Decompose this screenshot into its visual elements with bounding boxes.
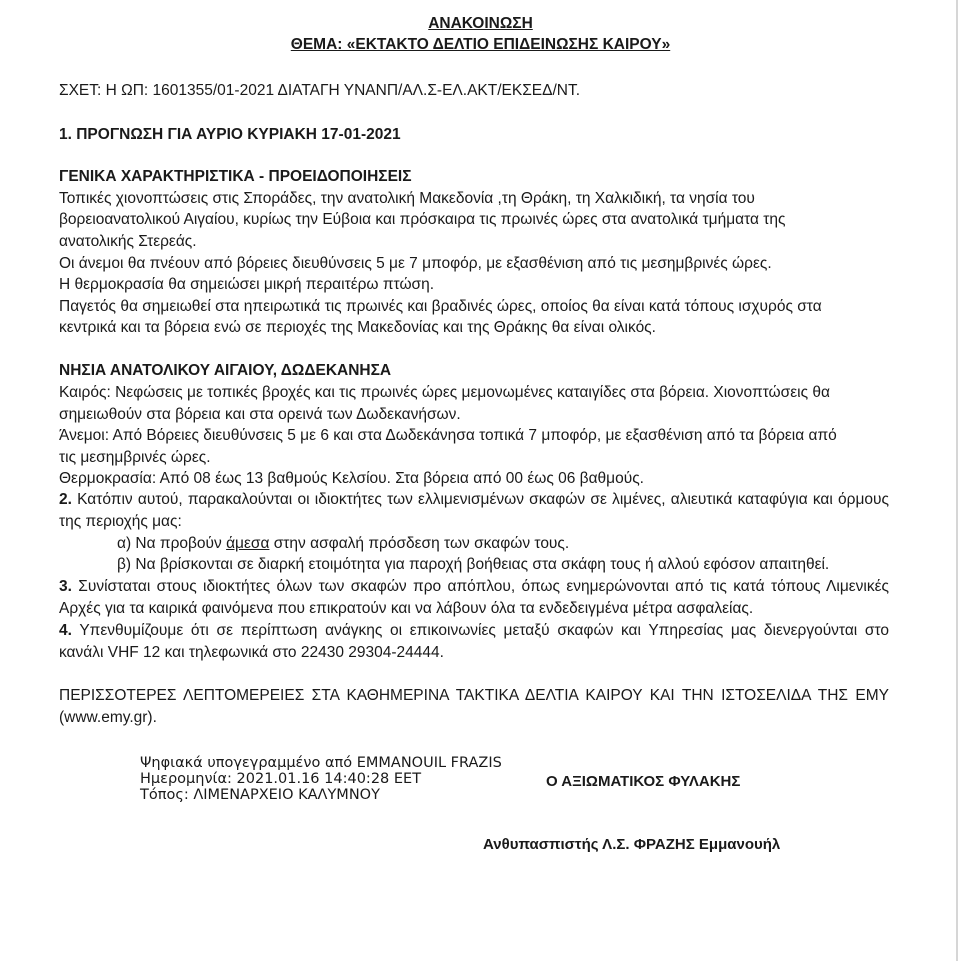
digital-signature-date: Ημερομηνία: 2021.01.16 14:40:28 EET [140,771,422,787]
page-edge-line [956,0,958,961]
general-line: βορειοανατολικού Αιγαίου, κυρίως την Εύβοια και πρόσκαιρα τις πρωινές ώρες στα ανατολικά τμήματα της [59,211,786,228]
islands-line: Θερμοκρασία: Από 08 έως 13 βαθμούς Κελσίου. Στα βόρεια από 00 έως 06 βαθμούς. [59,470,644,487]
general-line: Η θερμοκρασία θα σημειώσει μικρή περαιτέρω πτώση. [59,276,435,293]
footer-note: ΠΕΡΙΣΣΟΤΕΡΕΣ ΛΕΠΤΟΜΕΡΕΙΕΣ ΣΤΑ ΚΑΘΗΜΕΡΙΝΑ ΤΑΚΤΙΚΑ ΔΕΛΤΙΑ ΚΑΙΡΟΥ ΚΑΙ ΤΗΝ ΙΣΤΟΣΕΛΙΔΑ ΤΗΣ ΕΜΥ (www.emy.gr). [59,687,889,726]
islands-heading: ΝΗΣΙΑ ΑΝΑΤΟΛΙΚΟΥ ΑΙΓΑΙΟΥ, ΔΩΔΕΚΑΝΗΣΑ [59,362,392,379]
reference-line: ΣΧΕΤ: Η ΩΠ: 1601355/01-2021 ΔΙΑΤΑΓΗ ΥΝΑΝΠ/ΑΛ.Σ-ΕΛ.ΑΚΤ/ΕΚΣΕΔ/ΝΤ. [59,82,581,99]
islands-line: τις μεσημβρινές ώρες. [59,449,211,466]
section-2-number: 2. [59,491,72,508]
officer-title: Ο ΑΞΙΩΜΑΤΙΚΟΣ ΦΥΛΑΚΗΣ [546,773,741,790]
general-line: κεντρικά και τα βόρεια ενώ σε περιοχές της Μακεδονίας και της Θράκης θα είναι ολικός. [59,319,656,336]
islands-line: Καιρός: Νεφώσεις με τοπικές βροχές και τις πρωινές ώρες μεμονωμένες καταιγίδες στα βόρεια. Χιονοπτώσεις θα [59,384,830,401]
section-2-item-b: β) Να βρίσκονται σε διαρκή ετοιμότητα για παροχή βοήθειας στα σκάφη τους ή αλλού εφόσον απαιτηθεί. [117,556,830,573]
section-4-paragraph [59,620,889,663]
document-title: ΑΝΑΚΟΙΝΩΣΗ [428,15,533,32]
general-line: Παγετός θα σημειωθεί στα ηπειρωτικά τις πρωινές και βραδινές ώρες, οποίος θα είναι κατά τόπους ισχυρός στα [59,298,822,315]
section-4-number: 4. [59,622,72,639]
officer-name: Ανθυπασπιστής Λ.Σ. ΦΡΑΖΗΣ Εμμανουήλ [483,836,781,853]
item-a-emphasis: άμεσα [226,535,270,552]
digital-signature-signer: Ψηφιακά υπογεγραμμένο από EMMANOUIL FRAZIS [140,755,502,771]
islands-line: σημειωθούν στα βόρεια και στα ορεινά των Δωδεκανήσων. [59,406,461,423]
item-a-suffix: στην ασφαλή πρόσδεση των σκαφών τους. [269,535,570,552]
section-3-number: 3. [59,578,72,595]
document-subject: ΘΕΜΑ: «ΕΚΤΑΚΤΟ ΔΕΛΤΙΟ ΕΠΙΔΕΙΝΩΣΗΣ ΚΑΙΡΟΥ» [290,36,671,53]
section-2-item-a [117,535,569,553]
section-4-text: Υπενθυμίζουμε ότι σε περίπτωση ανάγκης οι επικοινωνίες μεταξύ σκαφών και Υπηρεσίας μας διενεργούνται στο κανάλι VHF 12 και τηλεφωνικά στο 22430 29304-24444. [59,622,889,661]
section-3-paragraph [59,576,889,619]
islands-line: Άνεμοι: Από Βόρειες διευθύνσεις 5 με 6 και στα Δωδεκάνησα τοπικά 7 μποφόρ, με εξασθένιση από τα βόρεια από [59,427,837,444]
section-3-text: Συνίσταται στους ιδιοκτήτες όλων των σκαφών προ απόπλου, όπως ενημερώνονται από τις κατά τόπους Λιμενικές Αρχές για τα καιρικά φαινόμενα που επικρατούν και να λάβουν όλα τα ενδεδειγμένα μέτρα ασφαλείας. [59,578,889,617]
general-heading: ΓΕΝΙΚΑ ΧΑΡΑΚΤΗΡΙΣΤΙΚΑ - ΠΡΟΕΙΔΟΠΟΙΗΣΕΙΣ [59,168,412,185]
item-a-prefix: α) Να προβούν [117,535,227,552]
general-line: ανατολικής Στερεάς. [59,233,197,250]
section-2-paragraph [59,489,889,532]
general-line: Τοπικές χιονοπτώσεις στις Σποράδες, την ανατολική Μακεδονία ,τη Θράκη, τη Χαλκιδική, τα νησία του [59,190,755,207]
section-2-text: Κατόπιν αυτού, παρακαλούνται οι ιδιοκτήτες των ελλιμενισμένων σκαφών σε λιμένες, αλιευτικά καταφύγια και όρμους της περιοχής μας: [59,491,889,530]
digital-signature-place: Τόπος: ΛΙΜΕΝΑΡΧΕΙΟ ΚΑΛΥΜΝΟΥ [140,787,380,803]
section-1-heading: 1. ΠΡΟΓΝΩΣΗ ΓΙΑ ΑΥΡΙΟ ΚΥΡΙΑΚΗ 17-01-2021 [59,126,401,143]
general-line: Οι άνεμοι θα πνέουν από βόρειες διευθύνσεις 5 με 7 μποφόρ, με εξασθένιση από τις μεσημβρινές ώρες. [59,255,772,272]
